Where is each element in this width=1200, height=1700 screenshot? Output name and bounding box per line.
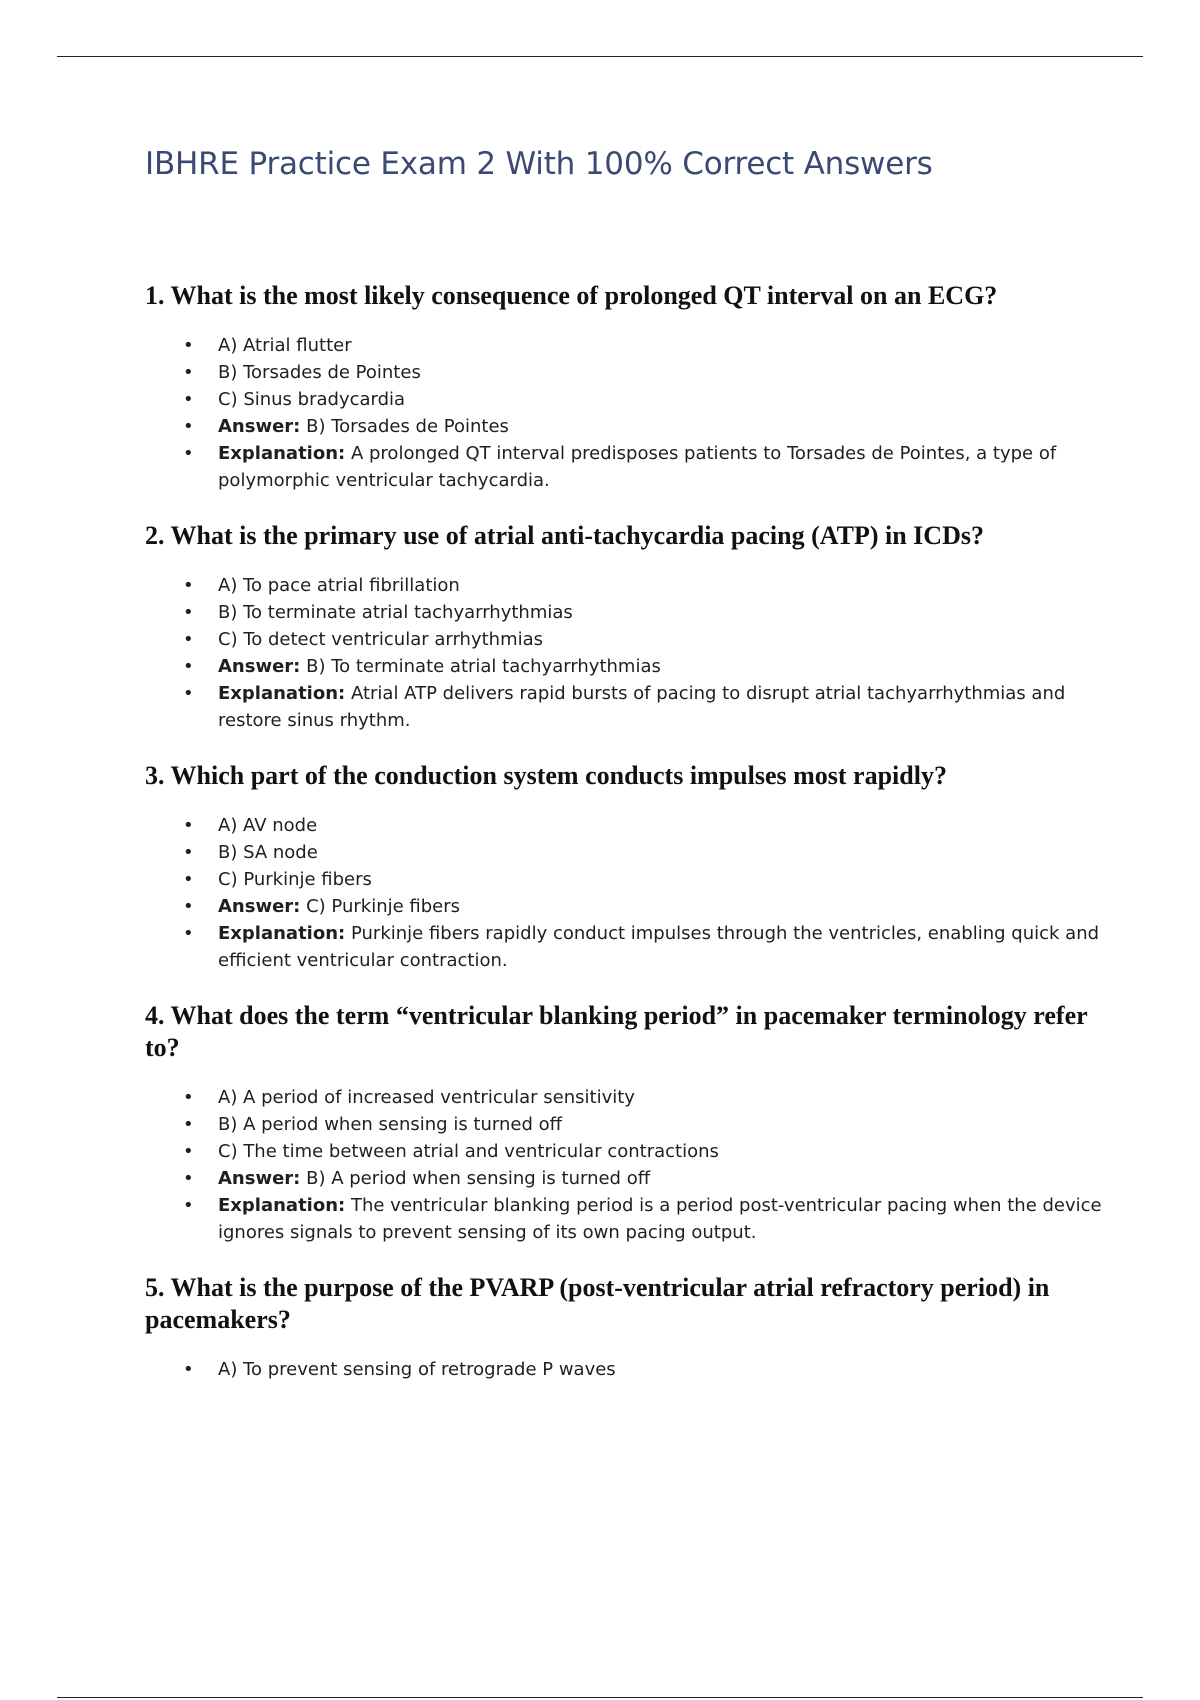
question-1	[145, 280, 1105, 494]
document-title: IBHRE Practice Exam 2 With 100% Correct Answers	[145, 146, 933, 182]
bullet-icon: •	[183, 815, 194, 836]
option-item: • A) Atrial flutter	[145, 332, 1105, 359]
answer-item	[145, 1165, 1105, 1192]
bullet-icon: •	[183, 656, 194, 677]
option-item: • A) To pace atrial fibrillation	[145, 572, 1105, 599]
answer-text: B) A period when sensing is turned off	[306, 1168, 651, 1189]
option-list	[145, 1356, 1105, 1383]
explanation-item	[145, 1192, 1105, 1246]
bullet-icon: •	[183, 602, 194, 623]
option-item: • B) A period when sensing is turned off	[145, 1111, 1105, 1138]
option-item: • A) To prevent sensing of retrograde P waves	[145, 1356, 1105, 1383]
question-2	[145, 520, 1105, 734]
question-title: 1. What is the most likely consequence of prolonged QT interval on an ECG?	[145, 281, 998, 310]
explanation-text: A prolonged QT interval predisposes patients to Torsades de Pointes, a type of polymorphic ventricular tachycardia.	[218, 443, 1057, 491]
question-5	[145, 1272, 1105, 1383]
explanation-item	[145, 680, 1105, 734]
bullet-icon: •	[183, 683, 194, 704]
explanation-label: Explanation:	[218, 683, 346, 704]
option-list	[145, 332, 1105, 494]
explanation-label: Explanation:	[218, 443, 346, 464]
question-3	[145, 760, 1105, 974]
option-item: • A) A period of increased ventricular sensitivity	[145, 1084, 1105, 1111]
bullet-icon: •	[183, 842, 194, 863]
bullet-icon: •	[183, 443, 194, 464]
bullet-icon: •	[183, 1114, 194, 1135]
option-list	[145, 1084, 1105, 1246]
answer-text: B) To terminate atrial tachyarrhythmias	[306, 656, 661, 677]
bullet-icon: •	[183, 1087, 194, 1108]
answer-item	[145, 413, 1105, 440]
answer-label: Answer:	[218, 1168, 301, 1189]
bullet-icon: •	[183, 1195, 194, 1216]
bullet-icon: •	[183, 575, 194, 596]
answer-label: Answer:	[218, 656, 301, 677]
explanation-label: Explanation:	[218, 923, 346, 944]
bullet-icon: •	[183, 335, 194, 356]
answer-item	[145, 893, 1105, 920]
bullet-icon: •	[183, 869, 194, 890]
explanation-text: The ventricular blanking period is a period post-ventricular pacing when the device ignores signals to prevent sensing of its own pacing output.	[218, 1195, 1102, 1243]
explanation-label: Explanation:	[218, 1195, 346, 1216]
top-rule	[57, 56, 1143, 57]
question-title: 2. What is the primary use of atrial anti-tachycardia pacing (ATP) in ICDs?	[145, 521, 984, 550]
question-4	[145, 1000, 1105, 1246]
answer-text: B) Torsades de Pointes	[306, 416, 509, 437]
question-title: 5. What is the purpose of the PVARP (post-ventricular atrial refractory period) in pacemakers?	[145, 1273, 1050, 1334]
option-item: • B) SA node	[145, 839, 1105, 866]
bottom-rule	[57, 1697, 1143, 1698]
option-item: • C) Purkinje fibers	[145, 866, 1105, 893]
bullet-icon: •	[183, 923, 194, 944]
answer-label: Answer:	[218, 896, 301, 917]
explanation-item	[145, 920, 1105, 974]
bullet-icon: •	[183, 1359, 194, 1380]
answer-text: C) Purkinje fibers	[306, 896, 461, 917]
explanation-text: Purkinje fibers rapidly conduct impulses through the ventricles, enabling quick and efficient ventricular contraction.	[218, 923, 1100, 971]
explanation-text: Atrial ATP delivers rapid bursts of pacing to disrupt atrial tachyarrhythmias and restore sinus rhythm.	[218, 683, 1066, 731]
option-item: • B) Torsades de Pointes	[145, 359, 1105, 386]
explanation-item	[145, 440, 1105, 494]
bullet-icon: •	[183, 362, 194, 383]
question-list	[145, 280, 1105, 1409]
option-list	[145, 812, 1105, 974]
option-item: • C) The time between atrial and ventricular contractions	[145, 1138, 1105, 1165]
option-item: • A) AV node	[145, 812, 1105, 839]
answer-label: Answer:	[218, 416, 301, 437]
bullet-icon: •	[183, 1168, 194, 1189]
bullet-icon: •	[183, 629, 194, 650]
bullet-icon: •	[183, 1141, 194, 1162]
question-title: 3. Which part of the conduction system conducts impulses most rapidly?	[145, 761, 947, 790]
bullet-icon: •	[183, 416, 194, 437]
option-item: • C) Sinus bradycardia	[145, 386, 1105, 413]
question-title: 4. What does the term “ventricular blanking period” in pacemaker terminology refer to?	[145, 1001, 1088, 1062]
option-list	[145, 572, 1105, 734]
answer-item	[145, 653, 1105, 680]
option-item: • C) To detect ventricular arrhythmias	[145, 626, 1105, 653]
bullet-icon: •	[183, 896, 194, 917]
bullet-icon: •	[183, 389, 194, 410]
option-item: • B) To terminate atrial tachyarrhythmias	[145, 599, 1105, 626]
